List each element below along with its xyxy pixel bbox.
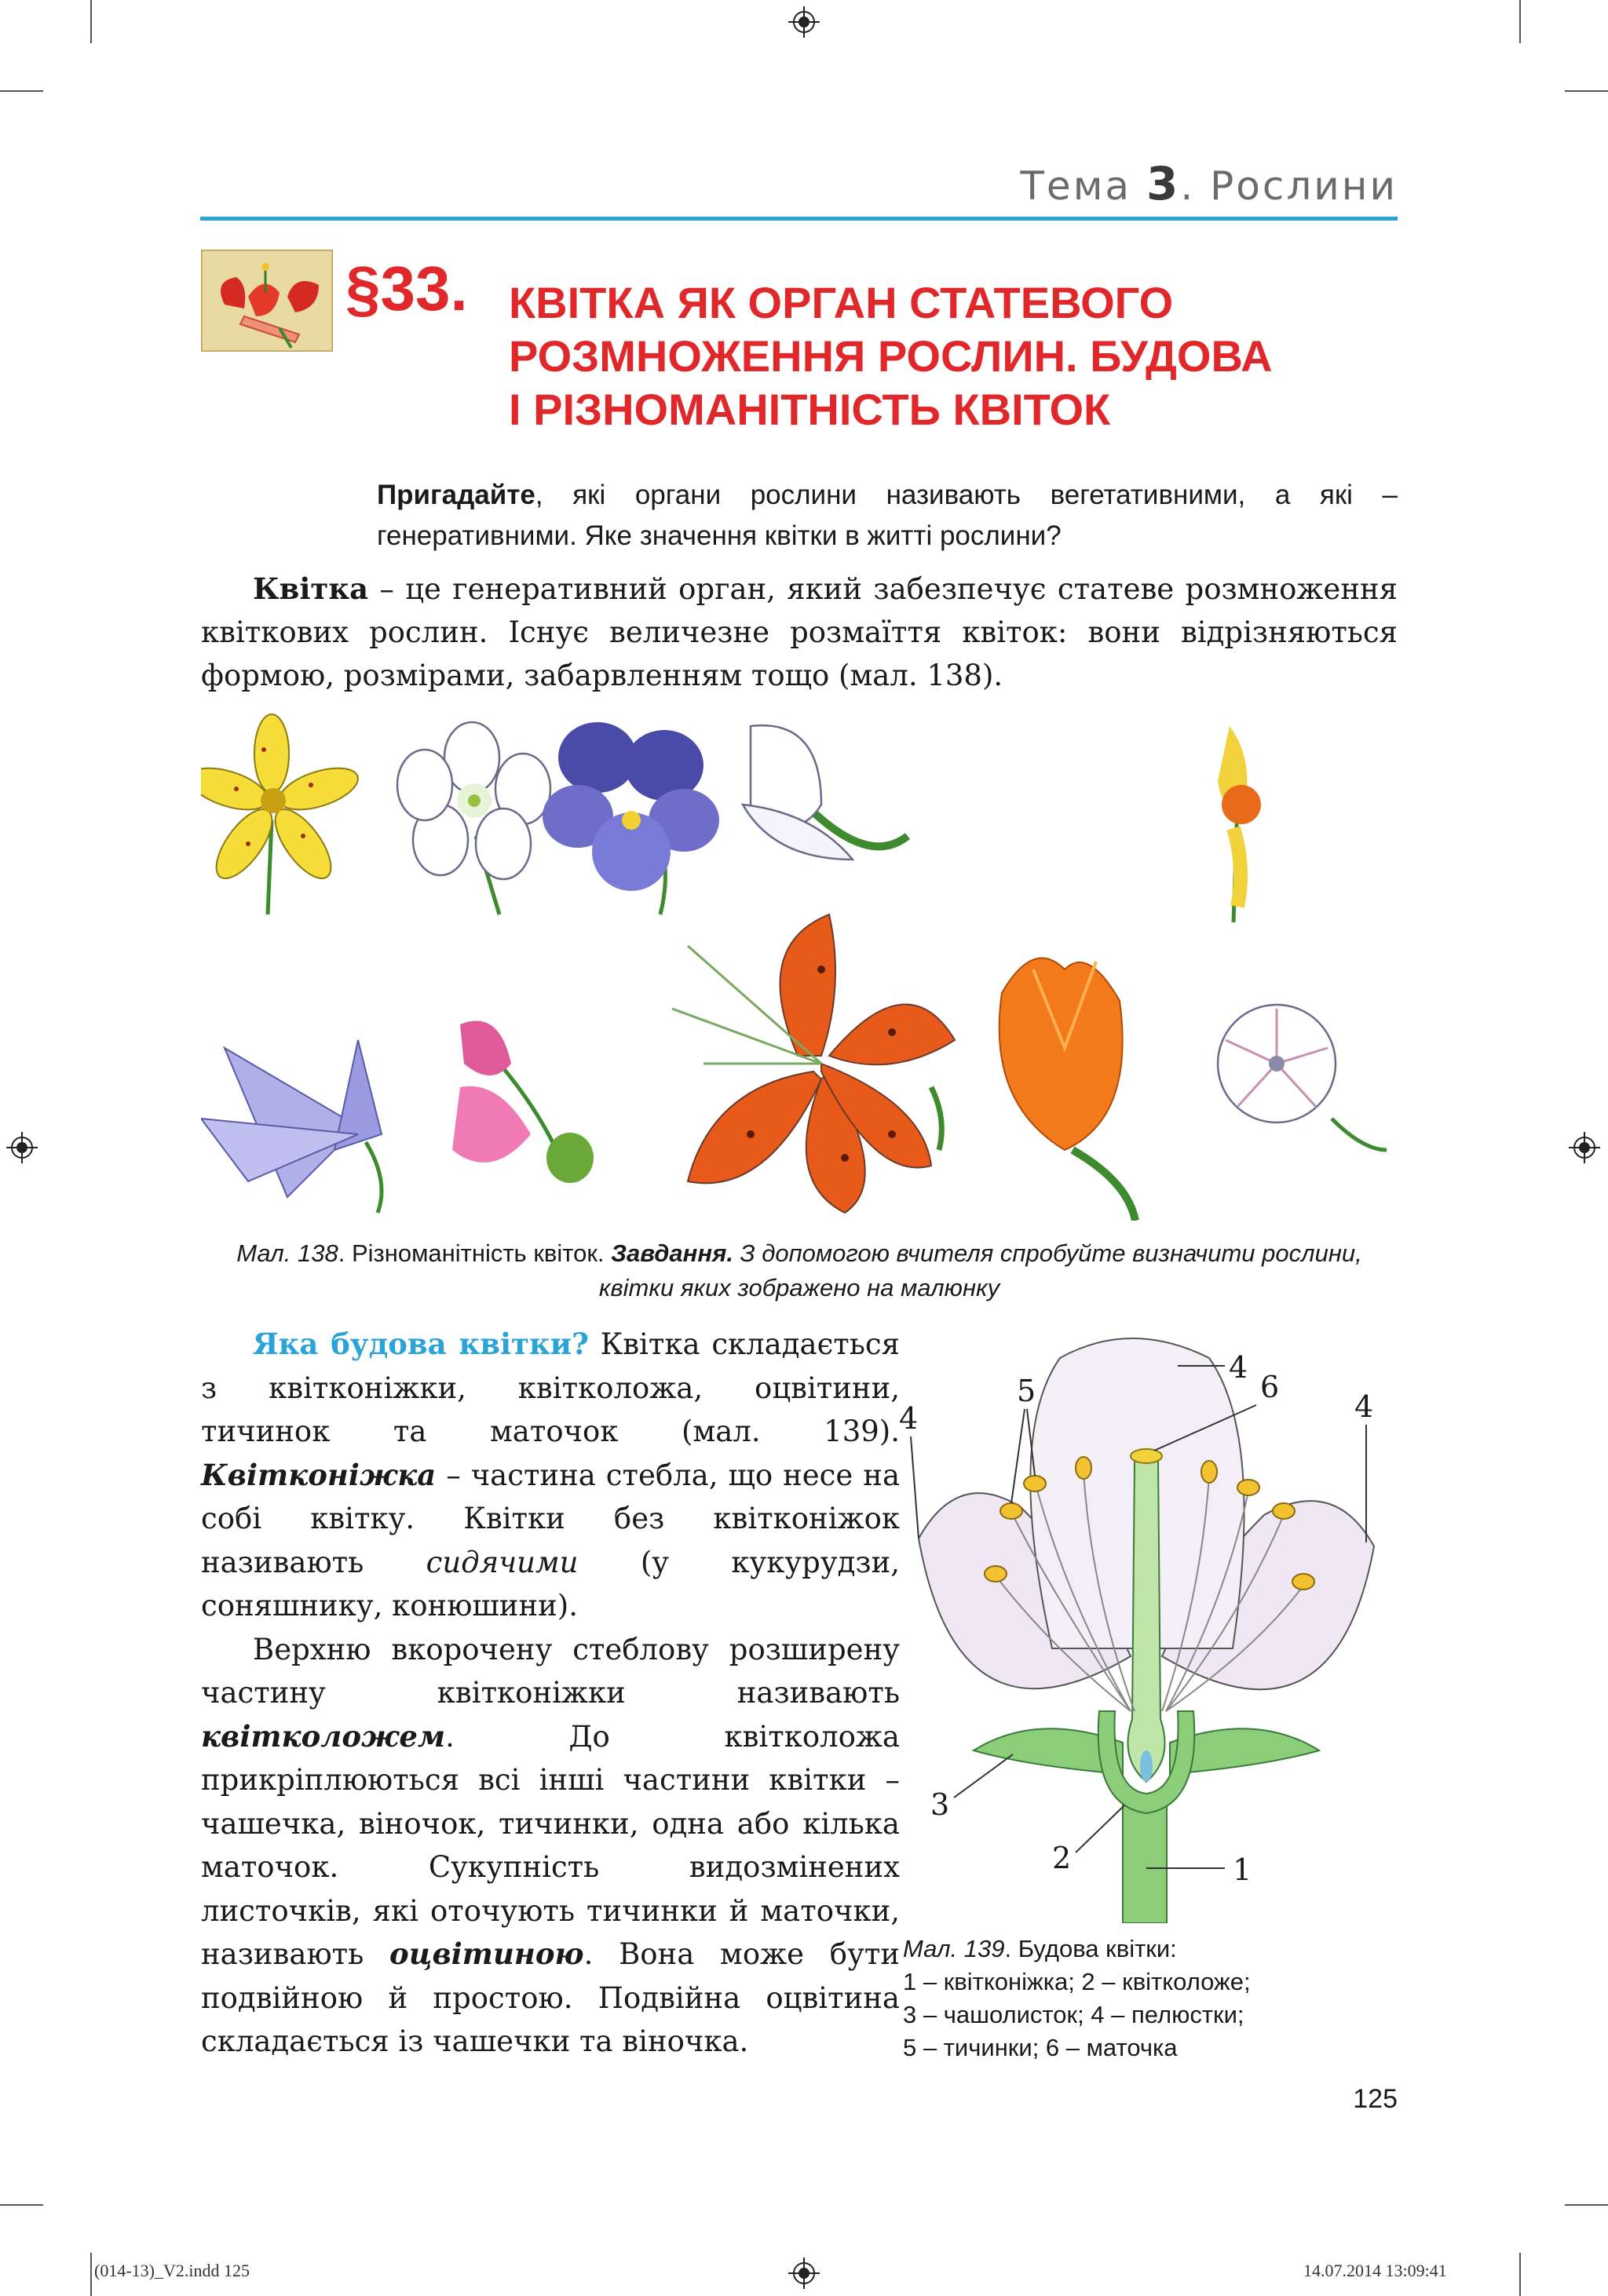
callout-label: 4 (899, 1401, 919, 1436)
crop-mark (1519, 2253, 1521, 2296)
print-slug-file: (014-13)_V2.indd 125 (94, 2261, 250, 2280)
crop-mark (0, 90, 43, 92)
callout-label: 5 (1017, 1374, 1036, 1408)
crop-mark (1565, 2204, 1608, 2206)
header-rule (200, 217, 1398, 221)
snapdragon-flower-icon (1218, 726, 1261, 922)
yellow-flower-icon (201, 714, 363, 914)
flower-variety-illustration (201, 710, 1398, 1221)
section-number: §33. (345, 254, 468, 323)
crop-mark (90, 0, 92, 43)
callout-label: 6 (1260, 1370, 1280, 1404)
crop-mark (90, 2253, 92, 2296)
recall-prompt: Пригадайте, які органи рослини називають вегетативними, а які – генеративними. Яке значення квітки в житті рослини? (377, 480, 1398, 551)
flower-section-icon (201, 250, 333, 352)
violet-flower-icon (543, 722, 719, 914)
topic-header: Тема 3. Рослини (1020, 157, 1398, 210)
crop-mark (1565, 90, 1608, 92)
white-flower-icon (397, 722, 550, 914)
tulip-icon (1000, 958, 1135, 1221)
crop-mark (0, 2204, 43, 2206)
registration-mark-icon (788, 6, 820, 38)
tiger-lily-icon (672, 914, 955, 1213)
callout-label: 2 (1052, 1841, 1072, 1875)
callout-label: 4 (1354, 1389, 1374, 1424)
paragraph-flower-structure: Яка будова квітки? Квітка складається з квітконіжки, квітколожа, оцвітини, тичинок та маточок (мал. 139). Квітконіжка – частина стебла, що несе на собі квітку. Квітки без квітконіжок називають сидячими (у кукурудзи, соняшнику, конюшини). (201, 1327, 900, 1623)
flower-structure-diagram (895, 1319, 1398, 1923)
registration-mark-icon (788, 2258, 820, 2289)
registration-mark-icon (1569, 1132, 1600, 1163)
section-title: КВІТКА ЯК ОРГАН СТАТЕВОГО РОЗМНОЖЕННЯ РОСЛИН. БУДОВА І РІЗНОМАНІТНІСТЬ КВІТОК (509, 278, 1273, 434)
body-text-column (201, 1323, 900, 2064)
figure-139-caption: Мал. 139. Будова квітки: 1 – квітконіжка; 2 – квітколоже; 3 – чашолисток; 4 – пелюстки; 5 – тичинки; 6 – маточка (903, 1935, 1251, 2061)
intro-paragraph: Квітка – це генеративний орган, який забезпечує статеве розмноження квіткових рослин. Існує величезне розмаїття квіток: вони відрізняються формою, розмірами, забарвленням тощо (мал. 138). (201, 571, 1398, 692)
callout-label: 4 (1229, 1350, 1248, 1385)
registration-mark-icon (6, 1132, 38, 1163)
callout-label: 1 (1233, 1852, 1252, 1887)
callout-label: 3 (930, 1787, 950, 1822)
print-slug-datetime: 14.07.2014 13:09:41 (1303, 2261, 1447, 2280)
page-number: 125 (1353, 2084, 1398, 2114)
bellflower-icon (201, 1040, 382, 1213)
figure-138-caption: Мал. 138. Різноманітність квіток. Завдання. З допомогою вчителя спробуйте визначити рослини, квітки яких зображено на малюнку (236, 1239, 1362, 1301)
crop-mark (1519, 0, 1521, 43)
white-pea-flower-icon (743, 725, 908, 860)
paragraph-receptacle: Верхню вкорочену стеблову розширену частину квітконіжки називають квітколожем. До квітколожа прикріплюються всі інші частини квітки – чашечка, віночок, тичинки, одна або кілька маточок. Сукупність видозмінених листочків, які оточують тичинки й маточки, називають оцвітиною. Вона може бути подвійною й простою. Подвійна оцвітина складається із чашечки та віночка. (201, 1632, 900, 2058)
pink-flower-icon (452, 1021, 594, 1183)
bindweed-flower-icon (1218, 1005, 1387, 1150)
